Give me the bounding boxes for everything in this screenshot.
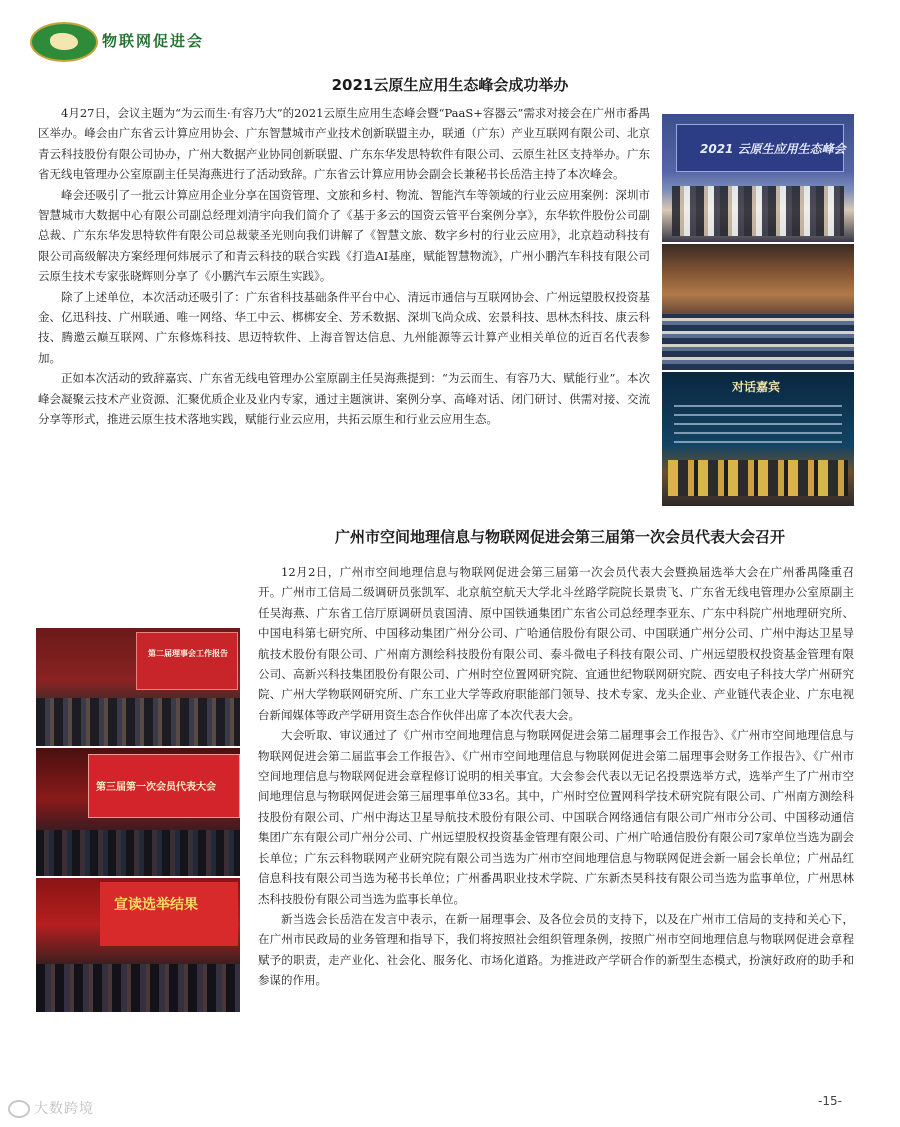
article2-paragraph: 12月2日，广州市空间地理信息与物联网促进会第三届第一次会员代表大会暨换届选举大会在广州番禺隆重召开。广州市工信局二级调研员张凯军、北京航空航天大学北斗丝路学院院长景贵飞、广东省无线电管理办公室原副主任吴海燕、广东省工信厅原调研员袁国清、原中国铁通集团广东省公司总经理李亚东、广东中科院广州地理研究所、中国电科第七研究所、中国移动集团广州分公司、广哈通信股份有限公司、中国联通广州分公司、广州中海达卫星导航技术股份有限公司、广州南方测绘科技股份有限公司、泰斗微电子科技有限公司、广州远望股权投资基金管理有限公司、高新兴科技集团股份有限公司、广州时空位置网研究院、宜通世纪物联网研究院、西安电子科技大学广州研究院、广州大学物联网研究所、广东工业大学等政府职能部门领导、技术专家、龙头企业、产业链代表企业、广东电视台新闻媒体等政产学研用资生态合作伙伴出席了本次代表大会。	[258, 565, 854, 722]
dialogue-guests-photo	[662, 372, 854, 506]
audience-crowd	[36, 698, 240, 746]
article2-body	[258, 562, 854, 991]
article1-paragraph: 正如本次活动的致辞嘉宾、广东省无线电管理办公室原副主任吴海燕提到：“为云而生、有容乃大、赋能行业”。本次峰会凝聚云技术产业资源、汇聚优质企业及业内专家，通过主题演讲、案例分享、高峰对话、闭门研讨、供需对接、交流分享等形式，推进云原生技术落地实践，赋能行业云应用，共拓云原生和行业云应用生态。	[38, 371, 650, 427]
audience-crowd	[36, 964, 240, 1012]
article1-paragraph: 峰会还吸引了一批云计算应用企业分享在国资管理、文旅和乡村、物流、智能汽车等领域的行业云应用案例：深圳市智慧城市大数据中心有限公司副总经理刘清宇向我们简介了《基于多云的国资云管平台案例分享》，东华软件股份公司副总裁、广东东华发思特软件有限公司总裁蒙圣光则向我们讲解了《智慧文旅、数字乡村的行业云应用》，北京趋动科技有限公司高级解决方案经理何炜展示了和青云科技的联合实践《打造AI基座，赋能智慧物流》，广州小鹏汽车科技有限公司云原生技术专家张晓辉则分享了《小鹏汽车云原生实践》。	[38, 187, 650, 284]
page-header	[22, 22, 882, 62]
article2-title: 广州市空间地理信息与物联网促进会第三届第一次会员代表大会召开	[334, 528, 785, 546]
article1-paragraph: 4月27日，会议主题为“为云而生·有容乃大”的2021云原生应用生态峰会暨“PaaS+容器云”需求对接会在广州市番禺区举办。峰会由广东省云计算应用协会、广东智慧城市产业技术创新联盟主办，联通（广东）产业互联网有限公司、北京青云科技股份有限公司协办，广州大数据产业协同创新联盟、广东东华发思特软件有限公司、云原生社区支持举办。广东省无线电管理办公室原副主任吴海燕进行了活动致辞。广东省云计算应用协会副会长兼秘书长岳浩主持了本次峰会。	[38, 106, 650, 182]
article2-paragraph: 大会听取、审议通过了《广州市空间地理信息与物联网促进会第二届理事会工作报告》、《广州市空间地理信息与物联网促进会第二届监事会工作报告》、《广州市空间地理信息与物联网促进会第二届理事会财务工作报告》、《广州市空间地理信息与物联网促进会章程修订说明的相关事宜。大会参会代表以无记名投票选举方式，选举产生了广州市空间地理信息与物联网促进会第三届理事单位33名。其中，广州时空位置网科学技术研究院有限公司、广州南方测绘科技股份有限公司、广州中海达卫星导航技术股份有限公司、中国联合网络通信有限公司广州市分公司、中国移动通信集团广东有限公司广州分公司、广州远望股权投资基金管理有限公司、广州广哈通信股份有限公司7家单位当选为副会长单位；广东云科物联网产业研究院有限公司当选为广州市空间地理信息与物联网促进会新一届会长单位；广州品红信息科技有限公司当选为秘书长单位；广州番禺职业技术学院、广东新杰昊科技有限公司当选为监事单位，广州思林杰科技股份有限公司当选为监事长单位。	[258, 728, 854, 906]
watermark-icon	[8, 1100, 30, 1118]
congress-banner-text: 第三届第一次会员代表大会	[96, 782, 216, 793]
article2-paragraph: 新当选会长岳浩在发言中表示，在新一届理事会、及各位会员的支持下，以及在广州市工信局的支持和关心下，在广州市民政局的业务管理和指导下，我们将按照社会组织管理条例，按照广州市空间地理信息与物联网促进会章程赋予的职责，走产业化、社会化、服务化、市场化道路。为推进政产学研合作的新型生态模式，扮演好政府的助手和参谋的作用。	[258, 911, 854, 988]
audience-crowd	[36, 830, 240, 876]
congress-hall-photo	[36, 748, 240, 876]
election-results-photo	[36, 878, 240, 1012]
watermark-text: 大数跨境	[34, 1101, 94, 1117]
audience-rows	[662, 314, 854, 370]
report-screen-text: 第二届理事会工作报告	[148, 649, 228, 658]
page-number: -15-	[818, 1094, 842, 1108]
panel-seats	[668, 460, 848, 496]
election-screen	[100, 882, 238, 946]
guest-list-lines	[674, 398, 842, 450]
association-emblem-icon	[30, 22, 98, 62]
article1-body	[38, 103, 650, 430]
dialogue-guests-title: 对话嘉宾	[732, 380, 781, 394]
org-name: 物联网促进会	[102, 32, 205, 50]
meeting-report-photo	[36, 628, 240, 746]
group-people	[672, 186, 844, 236]
summit-venue-photo	[662, 244, 854, 370]
summit-banner-text: 2021 云原生应用生态峰会	[700, 142, 846, 156]
report-screen	[136, 632, 238, 690]
election-results-text: 宣读选举结果	[114, 897, 198, 913]
summit-group-photo	[662, 114, 854, 242]
watermark	[8, 1098, 94, 1118]
article1-title: 2021云原生应用生态峰会成功举办	[331, 76, 569, 94]
article1-paragraph: 除了上述单位，本次活动还吸引了：广东省科技基础条件平台中心、清远市通信与互联网协会、广州远望股权投资基金、亿迅科技、广州联通、唯一网络、华工中云、梆梆安全、芳禾数据、深圳飞尚众成、宏景科技、思林杰科技、康云科技、腾邀云巅互联网、广东修炼科技、思迈特软件、上海音智达信息、九州能源等云计算产业相关单位的近百名代表参加。	[38, 289, 650, 365]
